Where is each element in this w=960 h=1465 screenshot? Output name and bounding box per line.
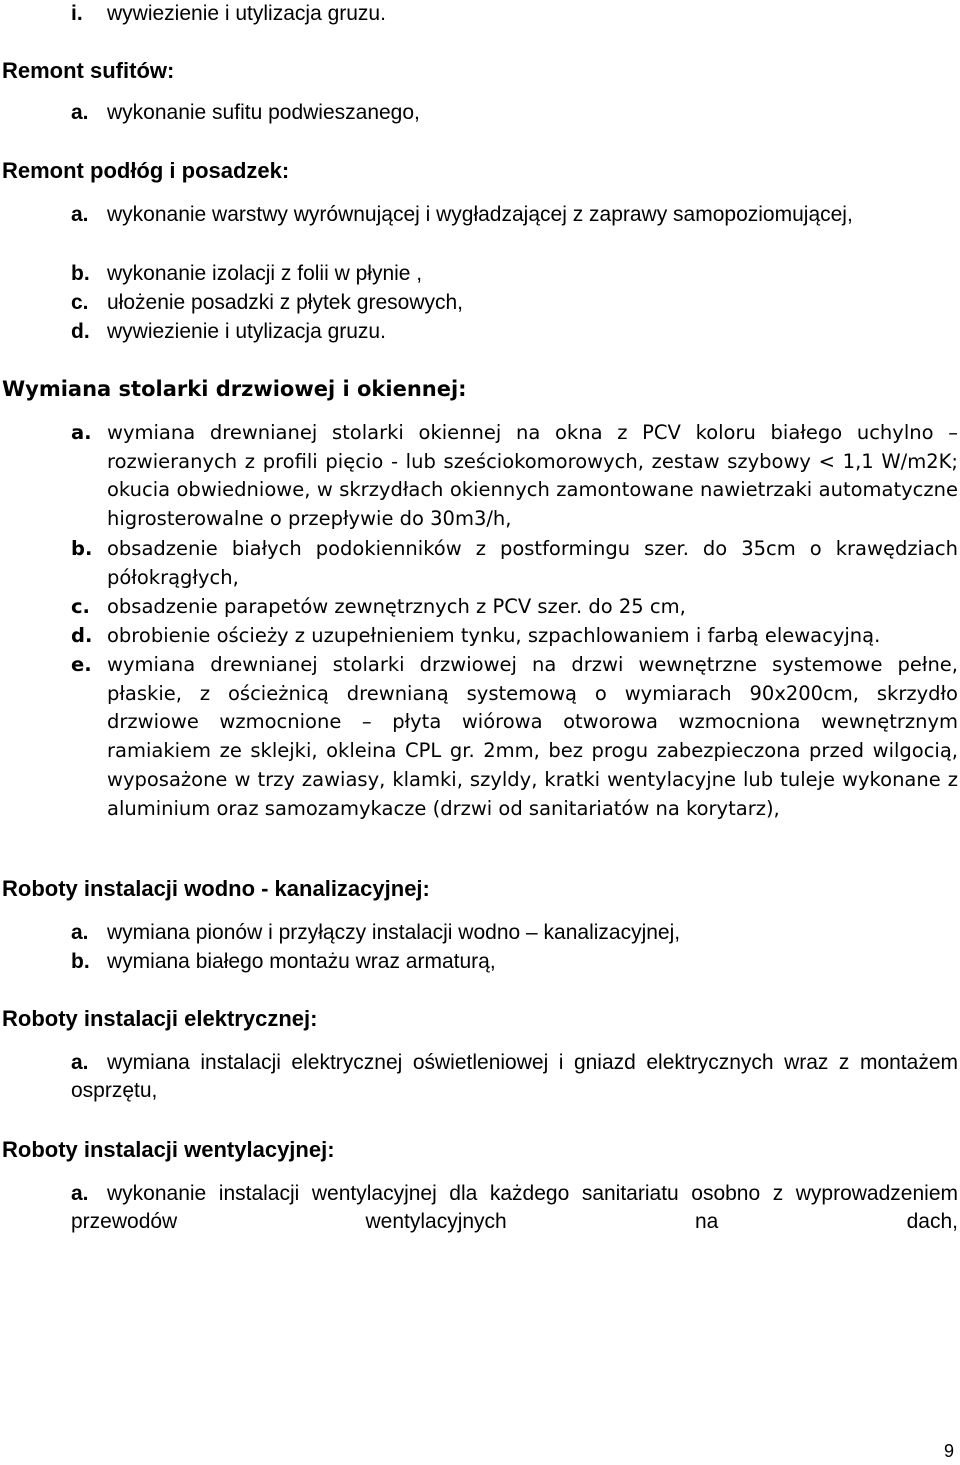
section-heading: Roboty instalacji wentylacyjnej: [2, 1137, 335, 1162]
list-text: wykonanie warstwy wyrównującej i wygładzającej z zaprawy samopoziomującej, [107, 203, 853, 226]
section-heading: Remont podłóg i posadzek: [2, 158, 290, 183]
list-letter: a. [71, 101, 89, 124]
list-text: wywiezienie i utylizacja gruzu. [107, 320, 386, 343]
list-text: wymiana pionów i przyłączy instalacji wodno – kanalizacyjnej, [107, 921, 681, 944]
list-letter: c. [71, 291, 89, 314]
section-heading: Roboty instalacji elektrycznej: [2, 1006, 318, 1031]
page-number: 9 [943, 1441, 954, 1461]
list-item [71, 99, 958, 127]
list-item [71, 419, 958, 534]
list-text: ułożenie posadzki z płytek gresowych, [107, 291, 464, 314]
list-item [71, 593, 958, 622]
section-heading: Wymiana stolarki drzwiowej i okiennej: [2, 377, 467, 401]
list-letter: a. [71, 1051, 89, 1074]
list-letter: b. [71, 537, 93, 560]
list-item [71, 1049, 958, 1105]
list-item [71, 622, 958, 651]
list-text: obrobienie ościeży z uzupełnieniem tynku, szpachlowaniem i farbą elewacyjną. [107, 624, 881, 647]
list-letter: i. [71, 2, 83, 25]
list-item [71, 260, 958, 288]
list-item [71, 948, 958, 976]
list-letter: a. [71, 921, 89, 944]
list-text: obsadzenie białych podokienników z postformingu szer. do 35cm o krawędziach półokrągłych, [107, 537, 958, 589]
section-heading: Roboty instalacji wodno - kanalizacyjnej: [2, 876, 430, 901]
list-item [71, 201, 958, 229]
list-letter: a. [71, 1182, 89, 1205]
list-letter: e. [71, 653, 92, 676]
list-item [71, 289, 958, 317]
list-text: wymiana drewnianej stolarki okiennej na okna z PCV koloru białego uchylno – rozwieranych z profili pięcio - lub sześciokomorowych, zestaw szybowy < 1,1 W/m2K; okucia obwiedniowe, w skrzydłach okiennych zamontowane nawietrzaki automatyczne higrosterowalne o przepływie do 30m3/h, [107, 421, 958, 531]
list-letter: d. [71, 624, 93, 647]
list-text: wymiana instalacji elektrycznej oświetleniowej i gniazd elektrycznych wraz z montażem osprzętu, [71, 1051, 958, 1102]
list-item [71, 1180, 958, 1236]
list-letter: a. [71, 421, 92, 444]
list-text: wymiana drewnianej stolarki drzwiowej na drzwi wewnętrzne systemowe pełne, płaskie, z ościeżnicą drewnianą systemową o wymiarach 90x200cm, skrzydło drzwiowe wzmocnione – płyta wiórowa otworowa wzmocniona wewnętrznym ramiakiem ze sklejki, okleina CPL gr. 2mm, bez progu zabezpieczona przed wilgocią, wyposażone w trzy zawiasy, klamki, szyldy, kratki wentylacyjne lub tuleje wykonane z aluminium oraz samozamykacze (drzwi od sanitariatów na korytarz), [107, 653, 958, 820]
list-item [71, 0, 958, 28]
list-letter: c. [71, 595, 90, 618]
list-text: wywiezienie i utylizacja gruzu. [107, 2, 386, 25]
list-letter: d. [71, 320, 90, 343]
list-item [71, 651, 958, 823]
list-text: wykonanie izolacji z folii w płynie , [107, 262, 423, 285]
list-text: wymiana białego montażu wraz armaturą, [107, 950, 496, 973]
list-text: wykonanie sufitu podwieszanego, [107, 101, 420, 124]
list-item [71, 318, 958, 346]
list-item [71, 535, 958, 592]
list-letter: a. [71, 203, 89, 226]
list-letter: b. [71, 950, 90, 973]
list-text: obsadzenie parapetów zewnętrznych z PCV szer. do 25 cm, [107, 595, 686, 618]
list-item [71, 919, 958, 947]
list-letter: b. [71, 262, 90, 285]
section-heading: Remont sufitów: [2, 58, 175, 83]
list-text: wykonanie instalacji wentylacyjnej dla każdego sanitariatu osobno z wyprowadzeniem przewodów wentylacyjnych na dach, [71, 1182, 958, 1233]
